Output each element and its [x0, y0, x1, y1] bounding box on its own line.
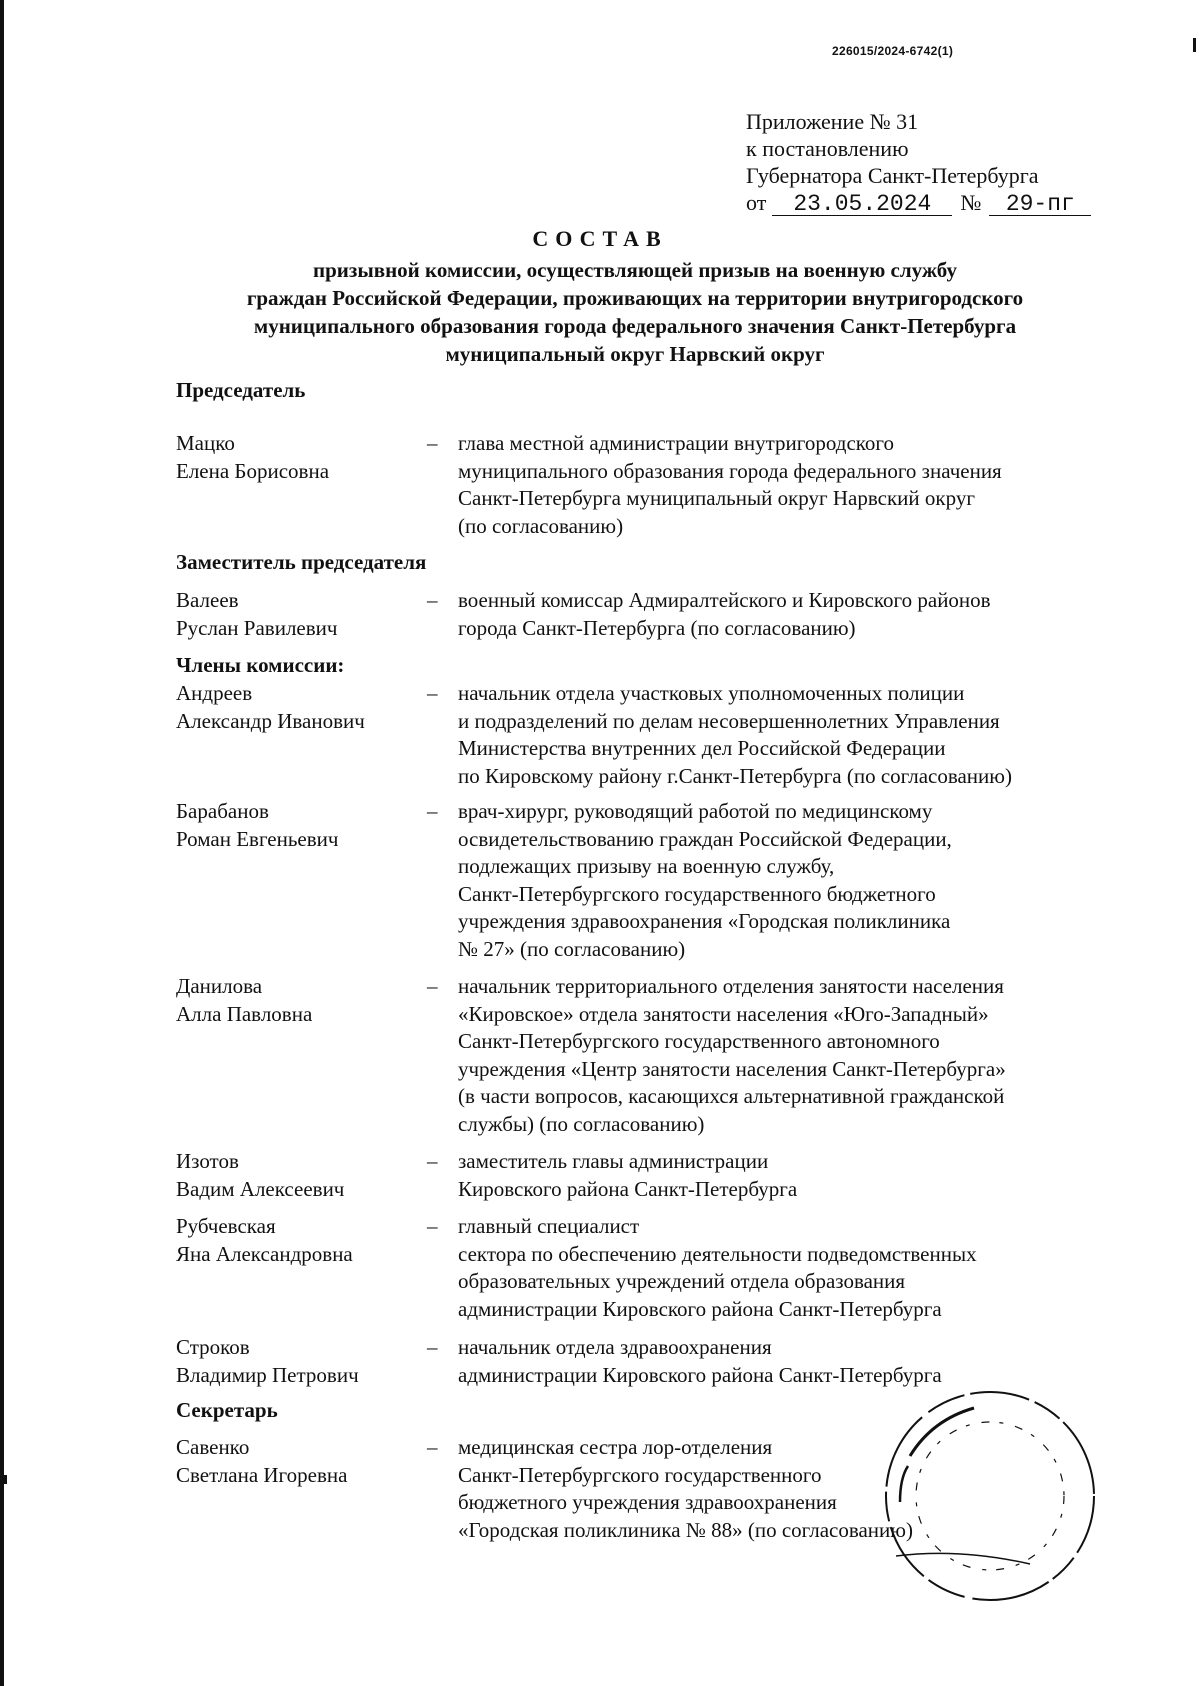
role-line: врач-хирург, руководящий работой по медицинскому	[458, 799, 933, 823]
role-line: учреждения здравоохранения «Городская поликлиника	[458, 909, 951, 933]
role-line: военный комиссар Адмиралтейского и Кировского районов	[458, 588, 991, 612]
number-field: 29-пг	[989, 193, 1091, 216]
member-given-names: Яна Александровна	[176, 1241, 353, 1266]
member-given-names: Владимир Петрович	[176, 1362, 359, 1387]
role-line: администрации Кировского района Санкт-Петербурга	[458, 1296, 942, 1321]
role-line: Санкт-Петербургского государственного автономного	[458, 1029, 940, 1053]
member-name	[176, 587, 416, 642]
entry-dash: –	[427, 974, 438, 998]
seal-lettering-mark	[910, 1408, 974, 1456]
role-line: муниципального образования города федерального значения	[458, 458, 1002, 483]
subtitle-line: граждан Российской Федерации, проживающих на территории внутригородского	[246, 286, 1024, 310]
member-role	[458, 587, 1198, 642]
member-given-names: Елена Борисовна	[176, 458, 330, 483]
role-line: освидетельствованию граждан Российской Федерации,	[458, 826, 952, 851]
member-surname: Барабанов	[176, 799, 269, 823]
member-given-names: Светлана Игоревна	[176, 1462, 348, 1487]
role-line: начальник отдела участковых уполномоченных полиции	[458, 681, 965, 705]
section-chairman: Председатель	[176, 378, 306, 402]
document-title: СОСТАВ	[532, 226, 668, 251]
role-line: сектора по обеспечению деятельности подведомственных	[458, 1241, 977, 1266]
role-line: и подразделений по делам несовершеннолетних Управления	[458, 708, 1000, 733]
entry-dash: –	[427, 1335, 438, 1359]
number-prefix: №	[960, 190, 982, 215]
section-members: Члены комиссии:	[176, 653, 345, 677]
member-role	[458, 1213, 1198, 1323]
role-line: службы) (по согласованию)	[458, 1111, 705, 1136]
role-line: № 27» (по согласованию)	[458, 936, 686, 961]
entry-dash: –	[427, 1149, 438, 1173]
scan-edge-left	[0, 0, 4, 1686]
role-line: учреждения «Центр занятости населения Санкт-Петербурга»	[458, 1056, 1006, 1081]
member-surname: Мацко	[176, 431, 235, 455]
scan-edge-mark-right	[1193, 38, 1196, 52]
role-line: заместитель главы администрации	[458, 1149, 769, 1173]
seal-inner-ring	[916, 1422, 1064, 1570]
member-role	[458, 1148, 1198, 1203]
member-given-names: Роман Евгеньевич	[176, 826, 339, 851]
role-line: глава местной администрации внутригородского	[458, 431, 895, 455]
subtitle-line: муниципального образования города федерального значения Санкт-Петербурга	[253, 314, 1017, 338]
role-line: Санкт-Петербургского государственного бюджетного	[458, 881, 936, 906]
scan-edge-mark-left	[0, 1475, 7, 1484]
role-line: Санкт-Петербурга муниципальный округ Нарвский округ	[458, 486, 975, 510]
entry-dash: –	[427, 1435, 438, 1459]
document-number: 226015/2024-6742(1)	[832, 44, 954, 58]
member-name	[176, 1148, 416, 1203]
member-name	[176, 680, 416, 735]
role-line: города Санкт-Петербурга (по согласованию)	[458, 615, 856, 640]
entry-dash: –	[427, 431, 438, 455]
member-surname: Данилова	[176, 974, 263, 998]
member-name	[176, 1213, 416, 1268]
date-field: 23.05.2024	[772, 193, 952, 216]
member-name	[176, 430, 416, 485]
member-role	[458, 430, 1198, 540]
member-surname: Строков	[176, 1335, 250, 1359]
role-line: (в части вопросов, касающихся альтернативной гражданской	[458, 1084, 1005, 1108]
role-line: главный специалист	[458, 1214, 640, 1238]
role-line: Санкт-Петербургского государственного	[458, 1462, 822, 1487]
seal-outer-ring	[886, 1392, 1094, 1600]
role-line: начальник отдела здравоохранения	[458, 1335, 772, 1359]
member-name	[176, 798, 416, 853]
role-line: «Кировское» отдела занятости населения «Юго-Западный»	[458, 1001, 989, 1026]
role-line: медицинская сестра лор-отделения	[458, 1435, 773, 1459]
section-secretary: Секретарь	[176, 1398, 278, 1422]
member-role	[458, 680, 1198, 790]
entry-dash: –	[427, 588, 438, 612]
member-surname: Андреев	[176, 681, 253, 705]
entry-dash: –	[427, 1214, 438, 1238]
seal-signature-stroke	[896, 1553, 1030, 1564]
role-line: Министерства внутренних дел Российской Федерации	[458, 736, 946, 760]
member-given-names: Александр Иванович	[176, 708, 365, 733]
official-seal	[870, 1378, 1110, 1618]
role-line: бюджетного учреждения здравоохранения	[458, 1490, 837, 1514]
member-given-names: Алла Павловна	[176, 1001, 313, 1026]
member-name	[176, 1434, 416, 1489]
subtitle-line: муниципальный округ Нарвский округ	[445, 342, 825, 366]
seal-lettering-mark	[900, 1466, 908, 1502]
role-line: администрации Кировского района Санкт-Петербурга	[458, 1362, 942, 1387]
subtitle-line: призывной комиссии, осуществляющей призыв на военную службу	[313, 258, 957, 282]
appendix-date-row	[746, 189, 1091, 216]
member-given-names: Вадим Алексеевич	[176, 1176, 345, 1201]
member-role	[458, 798, 1198, 963]
role-line: начальник территориального отделения занятости населения	[458, 974, 1004, 998]
appendix-block	[746, 108, 1091, 216]
role-line: образовательных учреждений отдела образования	[458, 1269, 906, 1293]
role-line: подлежащих призыву на военную службу,	[458, 854, 835, 878]
appendix-line: Приложение № 31	[746, 109, 919, 134]
entry-dash: –	[427, 799, 438, 823]
member-role	[458, 973, 1198, 1138]
member-surname: Рубчевская	[176, 1214, 276, 1238]
entry-dash: –	[427, 681, 438, 705]
document-subtitle	[170, 256, 1100, 368]
role-line: Кировского района Санкт-Петербурга	[458, 1176, 798, 1201]
member-surname: Изотов	[176, 1149, 239, 1173]
appendix-line: Губернатора Санкт-Петербурга	[746, 163, 1039, 188]
role-line: «Городская поликлиника № 88» (по согласованию)	[458, 1517, 913, 1542]
role-line: (по согласованию)	[458, 513, 624, 538]
member-given-names: Руслан Равилевич	[176, 615, 338, 640]
member-name	[176, 973, 416, 1028]
member-surname: Валеев	[176, 588, 239, 612]
member-surname: Савенко	[176, 1435, 250, 1459]
section-deputy: Заместитель председателя	[176, 550, 427, 574]
role-line: по Кировскому району г.Санкт-Петербурга (по согласованию)	[458, 763, 1012, 788]
member-name	[176, 1334, 416, 1389]
appendix-line: к постановлению	[746, 136, 909, 161]
date-prefix: от	[746, 190, 767, 215]
